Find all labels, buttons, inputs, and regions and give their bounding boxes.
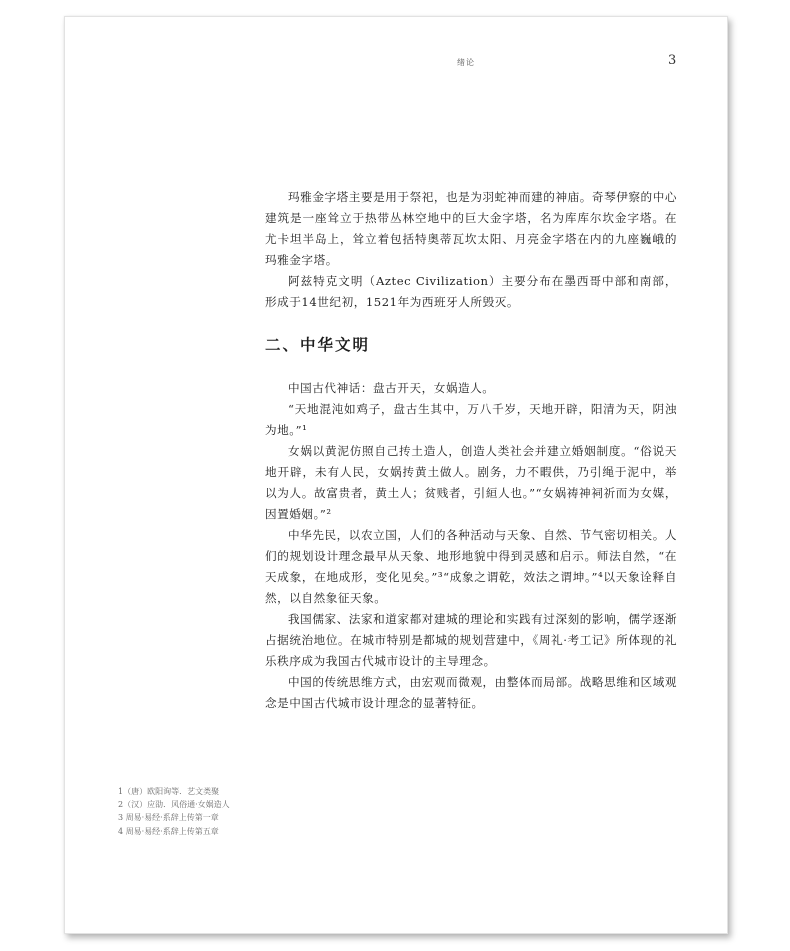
page-header [65,55,727,71]
footnote: 2（汉）应劭．风俗通·女娲造人 [118,800,230,810]
paragraph-thinking: 中国的传统思维方式，由宏观而微观，由整体而局部。战略思维和区域观念是中国古代城市设计理念的显著特征。 [265,675,677,710]
section-heading: 二、中华文明 [265,336,371,354]
running-head: 绪论 [457,58,475,67]
paragraph-pangu-quote: “天地混沌如鸡子，盘古生其中，万八千岁，天地开辟，阳清为天，阴浊为地。”¹ [265,402,677,437]
paragraph-maya-pyramids: 玛雅金字塔主要是用于祭祀，也是为羽蛇神而建的神庙。奇琴伊察的中心建筑是一座耸立于热带丛林空地中的巨大金字塔，名为库库尔坎金字塔。在尤卡坦半岛上，耸立着包括特奥蒂瓦坎太阳、月亮金字塔在内的九座巍峨的玛雅金字塔。 [265,190,677,267]
footnote: 1（唐）欧阳询等．艺文类聚 [118,787,220,796]
paragraph-schools: 我国儒家、法家和道家都对建城的理论和实践有过深刻的影响，儒学逐渐占据统治地位。在城市特别是都城的规划营建中，《周礼·考工记》所体现的礼乐秩序成为我国古代城市设计的主导理念。 [265,612,677,668]
paragraph-nuwa: 女娲以黄泥仿照自己抟土造人，创造人类社会并建立婚姻制度。“俗说天地开辟，未有人民，女娲抟黄土做人。剧务，力不暇供，乃引绳于泥中，举以为人。故富贵者，黄土人；贫贱者，引絙人也。”“女娲祷神祠祈而为女媒，因置婚姻。”² [265,444,677,521]
footnotes [118,785,318,838]
paragraph-aztec: 阿兹特克文明（Aztec Civilization）主要分布在墨西哥中部和南部，形成于14世纪初，1521年为西班牙人所毁灭。 [265,274,677,309]
paragraph-myth-intro: 中国古代神话：盘古开天，女娲造人。 [288,381,495,395]
page-number: 3 [668,53,677,68]
footnote: 4 周易·易经·系辞上传第五章 [118,826,219,836]
body-text [265,187,677,714]
footnote: 3 周易·易经·系辞上传第一章 [118,813,219,823]
book-page [64,16,728,934]
paragraph-ancestors: 中华先民，以农立国，人们的各种活动与天象、自然、节气密切相关。人们的规划设计理念最早从天象、地形地貌中得到灵感和启示。师法自然，“在天成象，在地成形，变化见矣。”³“成象之谓乾，效法之谓坤。”⁴以天象诠释自然，以自然象征天象。 [265,528,677,605]
